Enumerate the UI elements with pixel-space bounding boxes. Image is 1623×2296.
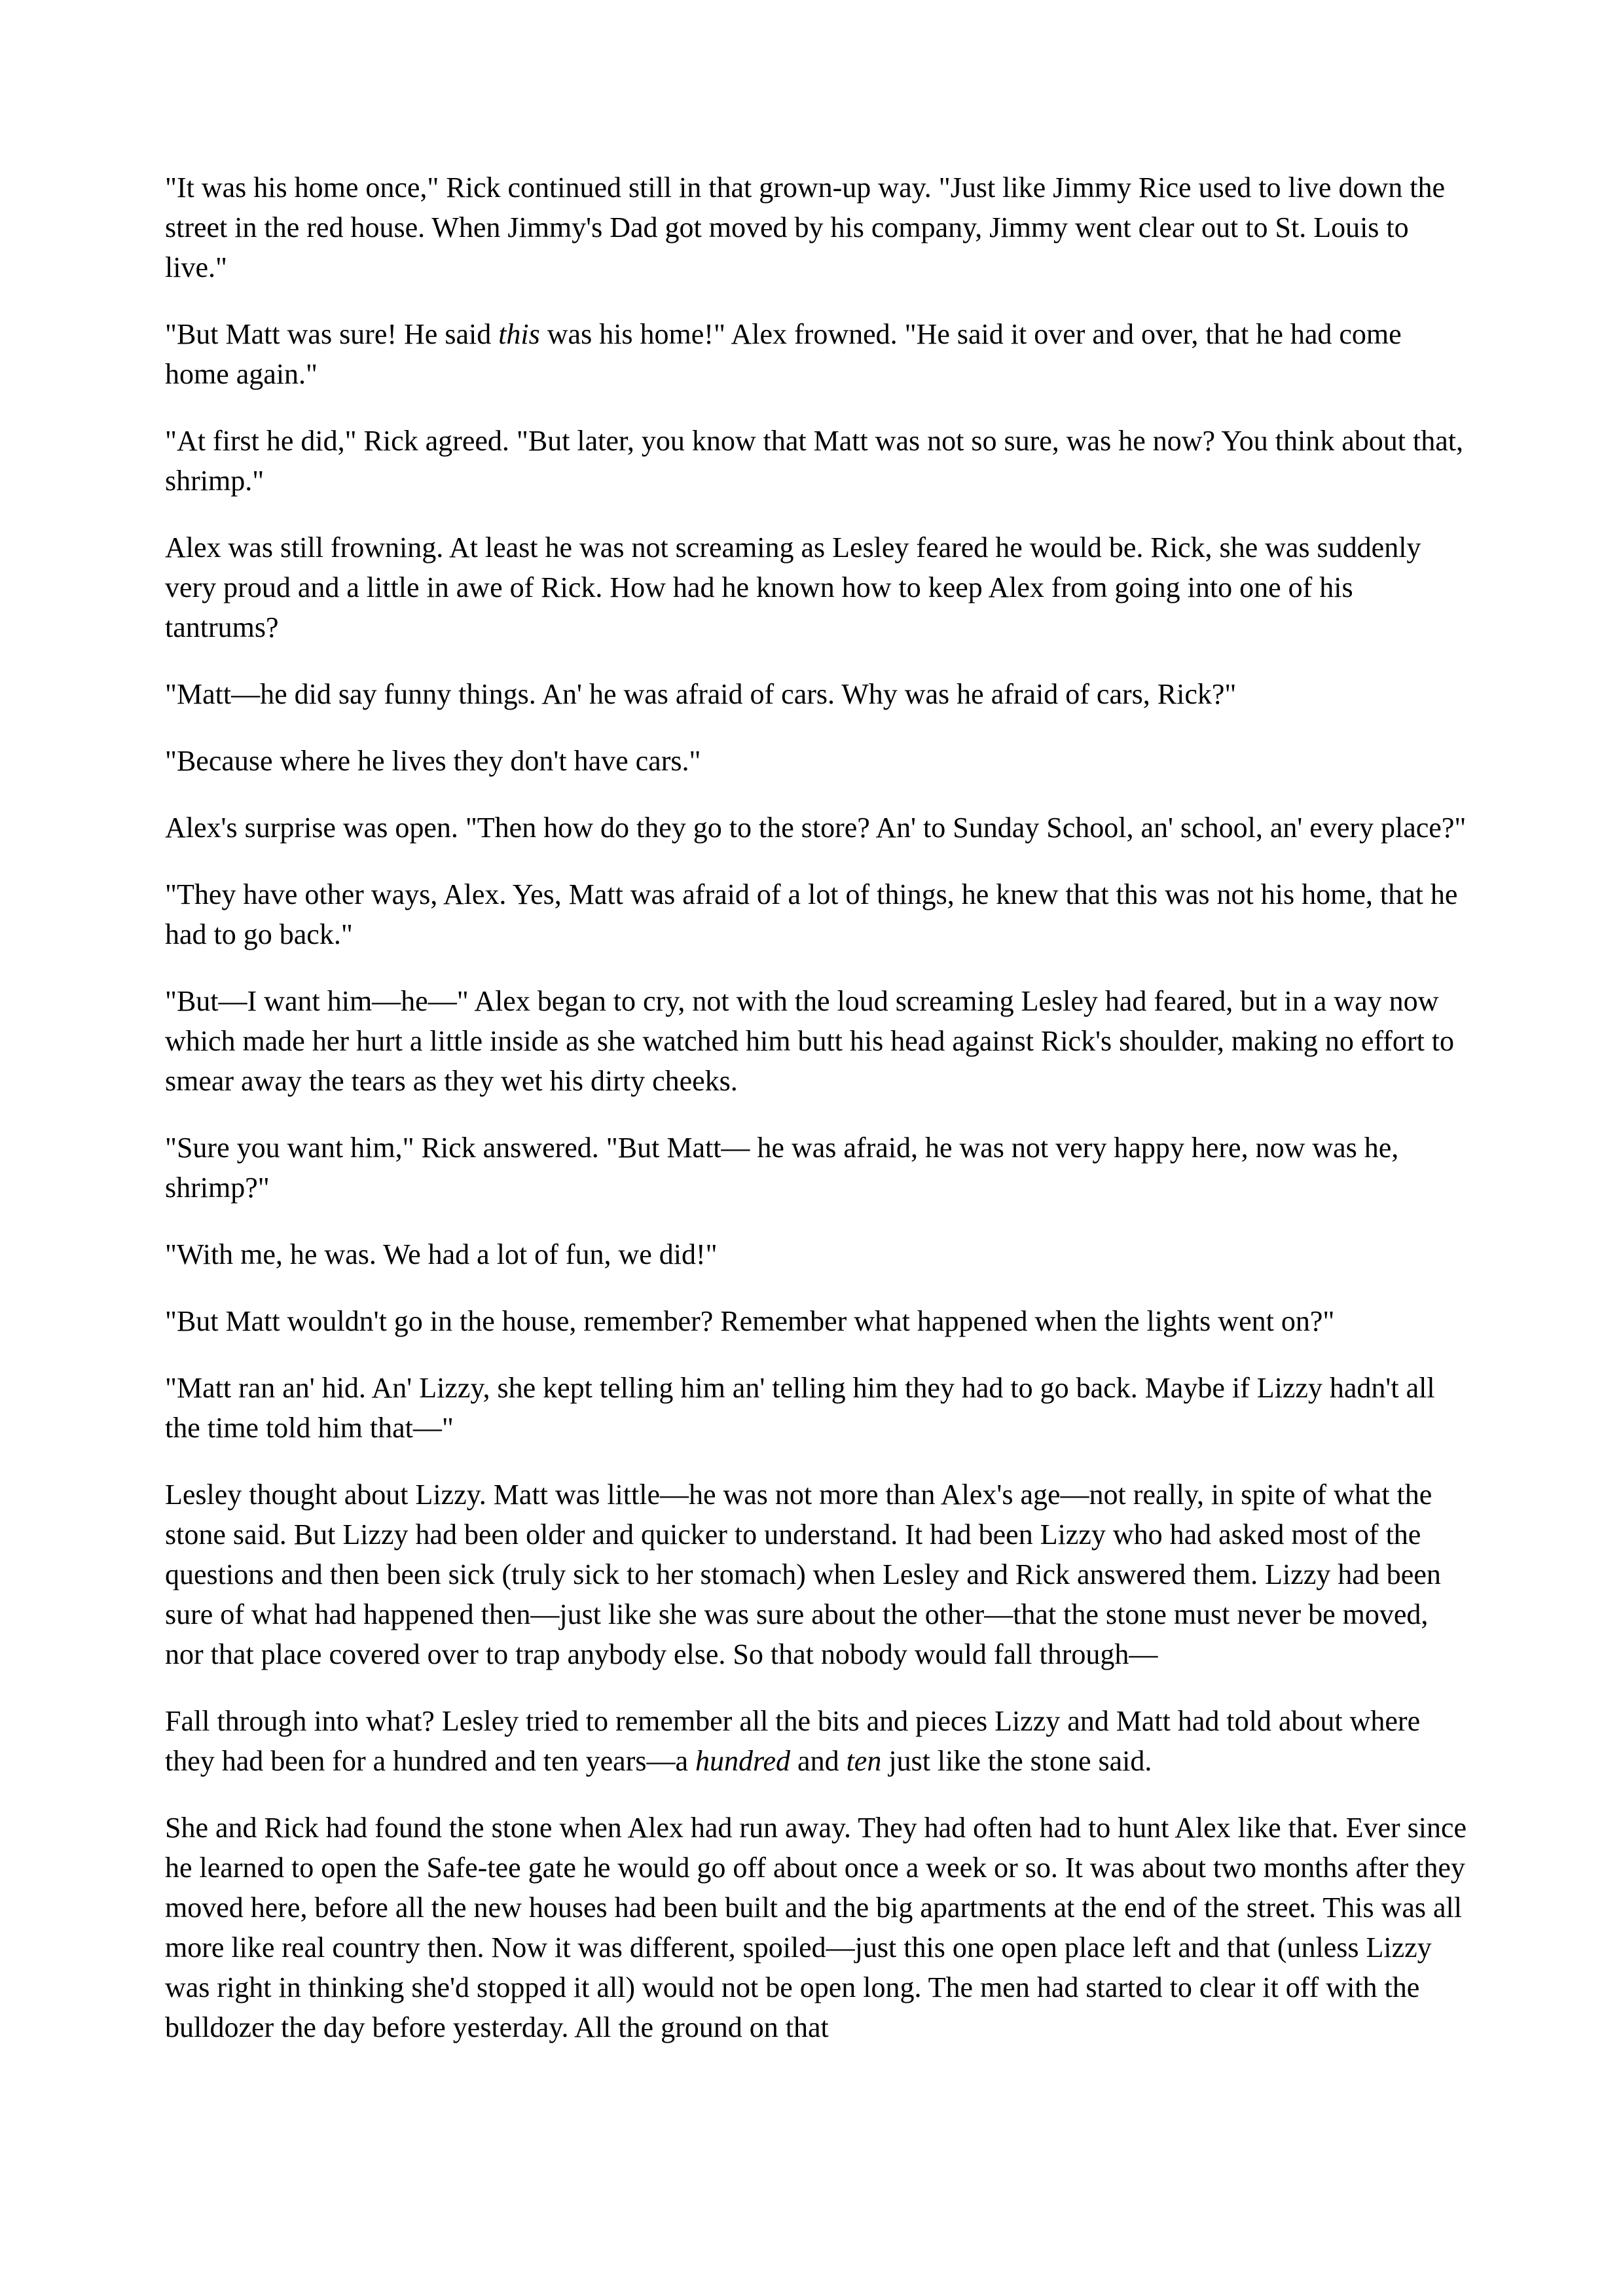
emphasized-text: ten xyxy=(846,1745,882,1777)
text-run: "But Matt wouldn't go in the house, remember? Remember what happened when the lights went on?" xyxy=(165,1305,1335,1337)
text-run: "Because where he lives they don't have cars." xyxy=(165,745,701,777)
paragraph xyxy=(165,1301,1471,1341)
paragraph xyxy=(165,1128,1471,1208)
paragraph xyxy=(165,314,1471,394)
text-run: "Matt—he did say funny things. An' he was afraid of cars. Why was he afraid of cars, Rick?" xyxy=(165,678,1237,710)
text-run: and xyxy=(790,1745,847,1777)
document-body xyxy=(165,168,1471,2047)
text-run: "But—I want him—he—" Alex began to cry, not with the loud screaming Lesley had feared, but in a way now which made her hurt a little inside as she watched him butt his head against Rick's shoulder, making no effort to smear away the tears as they wet his dirty cheeks. xyxy=(165,985,1455,1097)
text-run: "With me, he was. We had a lot of fun, we did!" xyxy=(165,1238,718,1270)
paragraph xyxy=(165,1808,1471,2047)
paragraph xyxy=(165,674,1471,714)
text-run: "They have other ways, Alex. Yes, Matt was afraid of a lot of things, he knew that this was not his home, that he had to go back." xyxy=(165,878,1458,950)
text-run: "But Matt was sure! He said xyxy=(165,318,499,350)
text-run: "Matt ran an' hid. An' Lizzy, she kept telling him an' telling him they had to go back. Maybe if Lizzy hadn't all the time told him that—" xyxy=(165,1372,1435,1444)
paragraph xyxy=(165,1368,1471,1448)
text-run: Alex's surprise was open. "Then how do they go to the store? An' to Sunday School, an' school, an' every place?" xyxy=(165,812,1467,844)
text-run: Alex was still frowning. At least he was not screaming as Lesley feared he would be. Rick, she was suddenly very proud and a little in awe of Rick. How had he known how to keep Alex from going into one of his tantrums? xyxy=(165,531,1421,643)
emphasized-text: this xyxy=(498,318,540,350)
text-run: "Sure you want him," Rick answered. "But Matt— he was afraid, he was not very happy here, now was he, shrimp?" xyxy=(165,1132,1399,1204)
paragraph xyxy=(165,1475,1471,1674)
emphasized-text: hundred xyxy=(695,1745,791,1777)
paragraph xyxy=(165,421,1471,501)
text-run: "It was his home once," Rick continued still in that grown-up way. "Just like Jimmy Rice used to live down the street in the red house. When Jimmy's Dad got moved by his company, Jimmy went clear out to St. Louis to live." xyxy=(165,171,1445,283)
text-run: "At first he did," Rick agreed. "But later, you know that Matt was not so sure, was he now? You think about that, shrimp." xyxy=(165,425,1463,497)
text-run: Fall through into what? Lesley tried to remember all the bits and pieces Lizzy and Matt had told about where they had been for a hundred and ten years—a xyxy=(165,1705,1421,1777)
text-run: was his home!" Alex frowned. "He said it over and over, that he had come home again." xyxy=(165,318,1402,390)
paragraph xyxy=(165,741,1471,781)
paragraph xyxy=(165,808,1471,848)
paragraph xyxy=(165,981,1471,1101)
paragraph xyxy=(165,874,1471,954)
text-run: She and Rick had found the stone when Alex had run away. They had often had to hunt Alex like that. Ever since he learned to open the Safe-tee gate he would go off about once a week or so. It was about two months after they moved here, before all the new houses had been built and the big apartments at the end of the street. This was all more like real country then. Now it was different, spoiled—just this one open place left and that (unless Lizzy was right in thinking she'd stopped it all) would not be open long. The men had started to clear it off with the bulldozer the day before yesterday. All the ground on that xyxy=(165,1812,1467,2043)
paragraph xyxy=(165,1234,1471,1274)
paragraph xyxy=(165,168,1471,287)
text-run: just like the stone said. xyxy=(881,1745,1152,1777)
paragraph xyxy=(165,528,1471,647)
text-run: Lesley thought about Lizzy. Matt was little—he was not more than Alex's age—not really, in spite of what the stone said. But Lizzy had been older and quicker to understand. It had been Lizzy who had asked most of the questions and then been sick (truly sick to her stomach) when Lesley and Rick answered them. Lizzy had been sure of what had happened then—just like she was sure about the other—that the stone must never be moved, nor that place covered over to trap anybody else. So that nobody would fall through— xyxy=(165,1479,1441,1670)
paragraph xyxy=(165,1701,1471,1781)
